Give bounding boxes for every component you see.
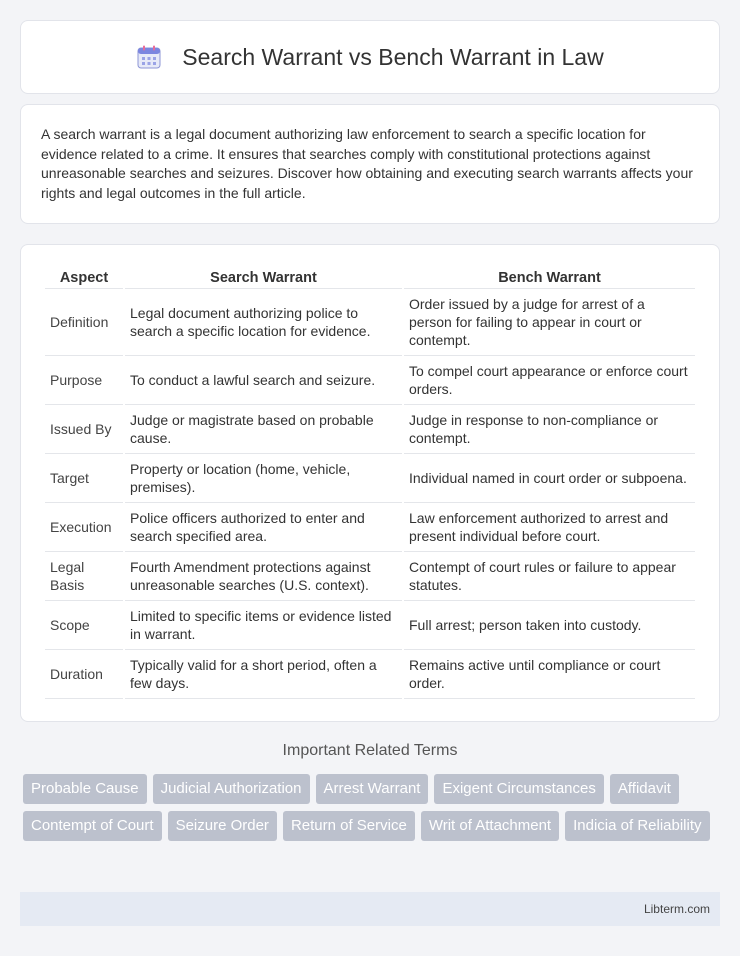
aspect-cell: Target <box>45 454 123 503</box>
related-term-tag[interactable]: Indicia of Reliability <box>565 811 709 841</box>
table-row <box>45 650 695 699</box>
table-row <box>45 601 695 650</box>
table-row <box>45 405 695 454</box>
intro-card <box>20 104 720 224</box>
bench-warrant-cell: Contempt of court rules or failure to appear statutes. <box>404 552 695 601</box>
related-term-tag[interactable]: Exigent Circumstances <box>434 774 603 804</box>
search-warrant-cell: Limited to specific items or evidence listed in warrant. <box>125 601 402 650</box>
related-term-tag[interactable]: Affidavit <box>610 774 679 804</box>
page-title: Search Warrant vs Bench Warrant in Law <box>182 43 604 70</box>
search-warrant-cell: Typically valid for a short period, often a few days. <box>125 650 402 699</box>
related-term-tag[interactable]: Probable Cause <box>23 774 147 804</box>
bench-warrant-cell: Remains active until compliance or court order. <box>404 650 695 699</box>
related-term-tag[interactable]: Writ of Attachment <box>421 811 559 841</box>
column-header: Aspect <box>45 263 123 289</box>
column-header: Bench Warrant <box>404 263 695 289</box>
search-warrant-cell: Fourth Amendment protections against unreasonable searches (U.S. context). <box>125 552 402 601</box>
aspect-cell: Scope <box>45 601 123 650</box>
aspect-cell: Definition <box>45 289 123 356</box>
related-terms-title: Important Related Terms <box>282 742 458 759</box>
aspect-cell: Purpose <box>45 356 123 405</box>
bench-warrant-cell: To compel court appearance or enforce court orders. <box>404 356 695 405</box>
header-card <box>20 20 720 94</box>
column-header: Search Warrant <box>125 263 402 289</box>
search-warrant-cell: Legal document authorizing police to search a specific location for evidence. <box>125 289 402 356</box>
bench-warrant-cell: Individual named in court order or subpoena. <box>404 454 695 503</box>
table-row <box>45 356 695 405</box>
table-row <box>45 454 695 503</box>
bench-warrant-cell: Full arrest; person taken into custody. <box>404 601 695 650</box>
table-row <box>45 289 695 356</box>
bench-warrant-cell: Judge in response to non-compliance or contempt. <box>404 405 695 454</box>
calendar-icon <box>136 44 162 70</box>
search-warrant-cell: Police officers authorized to enter and search specified area. <box>125 503 402 552</box>
related-term-tag[interactable]: Judicial Authorization <box>153 774 310 804</box>
intro-text: A search warrant is a legal document authorizing law enforcement to search a specific location for evidence related to a crime. It ensures that searches comply with constitutional protections against unreasonable searches and seizures. Discover how obtaining and executing search warrants affects your rights and legal outcomes in the full article. <box>41 126 693 201</box>
related-term-tag[interactable]: Contempt of Court <box>23 811 162 841</box>
related-term-tag[interactable]: Return of Service <box>283 811 415 841</box>
table-row <box>45 552 695 601</box>
table-row <box>45 503 695 552</box>
aspect-cell: Duration <box>45 650 123 699</box>
related-term-tag[interactable]: Seizure Order <box>168 811 277 841</box>
related-term-tag[interactable]: Arrest Warrant <box>316 774 429 804</box>
aspect-cell: Legal Basis <box>45 552 123 601</box>
bench-warrant-cell: Order issued by a judge for arrest of a person for failing to appear in court or contempt. <box>404 289 695 356</box>
search-warrant-cell: Property or location (home, vehicle, premises). <box>125 454 402 503</box>
search-warrant-cell: Judge or magistrate based on probable cause. <box>125 405 402 454</box>
footer-site-link[interactable]: Libterm.com <box>643 902 710 916</box>
table-header-row <box>45 263 695 289</box>
related-terms-list <box>23 774 723 841</box>
comparison-card <box>20 244 720 722</box>
aspect-cell: Execution <box>45 503 123 552</box>
comparison-table <box>43 263 697 699</box>
bench-warrant-cell: Law enforcement authorized to arrest and present individual before court. <box>404 503 695 552</box>
footer <box>20 892 720 926</box>
search-warrant-cell: To conduct a lawful search and seizure. <box>125 356 402 405</box>
aspect-cell: Issued By <box>45 405 123 454</box>
